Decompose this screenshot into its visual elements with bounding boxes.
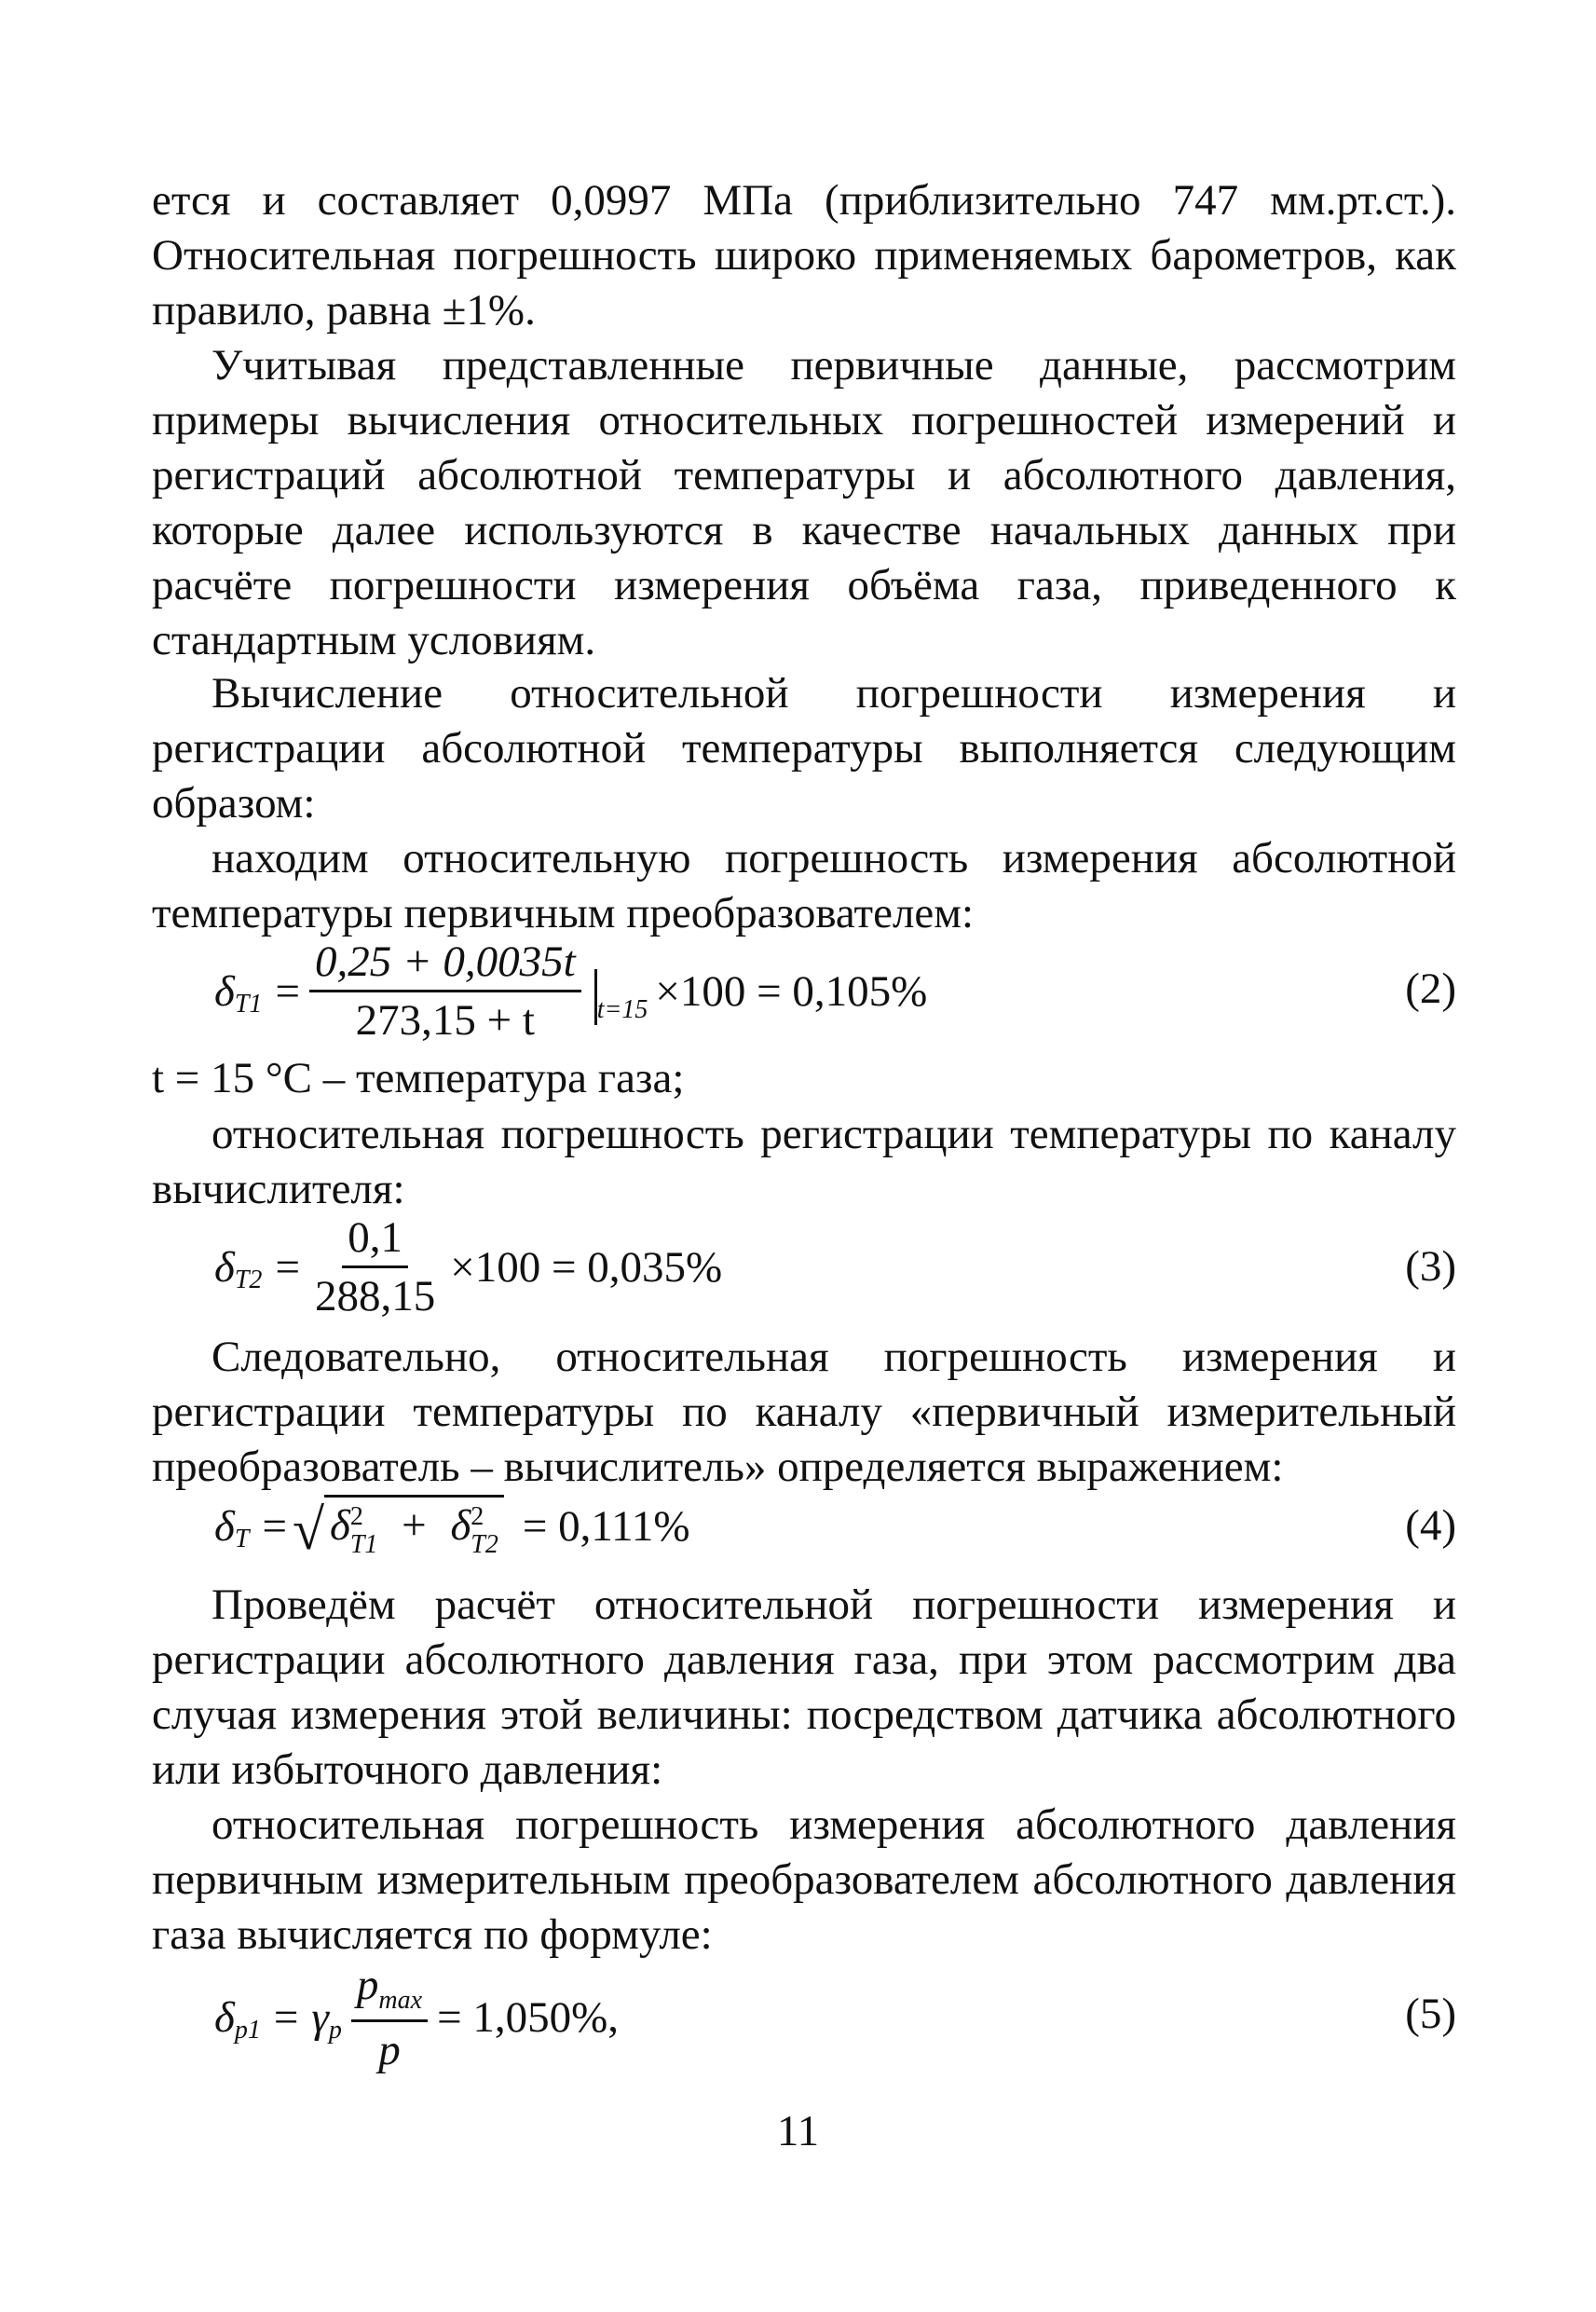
equation-3 xyxy=(0,1210,1596,1331)
subscript: p xyxy=(328,2016,342,2045)
delta-symbol: δ xyxy=(214,1242,235,1292)
paragraph-channel-expression: Следовательно, относительная погрешность измерения и регистрации температуры по каналу «первичный измерительный преобразователь – вычислитель» определяется выражением: xyxy=(152,1333,1456,1491)
paragraph-temperature-method: Вычисление относительной погрешности измерения и регистрации абсолютной температуры выполняется следующим образом: xyxy=(152,669,1456,828)
equation-5 xyxy=(0,1957,1596,2078)
subscript: p1 xyxy=(234,2016,261,2045)
subscript: T2 xyxy=(234,1265,263,1294)
paragraph-pressure-calculation: Проведём расчёт относительной погрешности измерения и регистрации абсолютного давления газа, при этом рассмотрим два случая измерения этой величины: посредством датчика абсолютного или избыточного давления: xyxy=(152,1580,1456,1794)
delta-symbol: δ xyxy=(214,1993,235,2042)
gamma-symbol: γ xyxy=(311,1993,329,2042)
equals-sign: = xyxy=(262,1502,287,1551)
equation-number: (4) xyxy=(1405,1501,1456,1550)
denominator: 288,15 xyxy=(314,1272,436,1320)
paragraph-barometer: ется и составляет 0,0997 МПа (приблизительно 747 мм.рт.ст.). Относительная погрешность широко применяемых барометров, как правило, равна ±1%. xyxy=(152,176,1456,335)
equation-result: ×100 = 0,105% xyxy=(655,966,928,1016)
equation-4 xyxy=(0,1495,1596,1569)
paragraph-computer-channel: относительная погрешность регистрации температуры по каналу вычислителя: xyxy=(152,1110,1456,1213)
denominator: p xyxy=(378,2026,401,2074)
paragraph-pressure-formula: относительная погрешность измерения абсолютного давления первичным измерительным преобразователем абсолютного давления газа вычисляется по формуле: xyxy=(152,1800,1456,1959)
denominator: 273,15 + t xyxy=(355,996,535,1045)
square-root xyxy=(292,1495,504,1562)
paragraph-gas-temperature: t = 15 °С – температура газа; xyxy=(152,1054,685,1102)
fraction xyxy=(309,937,581,1045)
equals-sign: = xyxy=(275,966,300,1016)
page-number: 11 xyxy=(776,2107,820,2155)
fraction xyxy=(309,1213,441,1320)
equation-number: (3) xyxy=(1405,1242,1456,1291)
radicand: $\delta^2_{T1} + \delta^2_{T2}$ xyxy=(324,1495,504,1558)
delta-symbol: δ xyxy=(214,966,235,1016)
equation-number: (5) xyxy=(1405,1990,1456,2038)
equals-sign: = xyxy=(275,1242,300,1292)
radical-sign: √ xyxy=(292,1498,324,1562)
evaluation-point: t=15 xyxy=(596,994,648,1024)
delta-symbol: δ xyxy=(214,1502,235,1551)
paragraph-primary-converter: находим относительную погрешность измерения абсолютной температуры первичным преобразователем: xyxy=(152,834,1456,937)
equation-result: = 0,111% xyxy=(522,1502,690,1551)
numerator: 0,25 + 0,0035t xyxy=(309,937,581,992)
subscript: T1 xyxy=(234,989,263,1019)
equals-sign: = xyxy=(273,1993,299,2042)
numerator: 0,1 xyxy=(342,1213,408,1268)
equation-result: = 1,050%, xyxy=(437,1993,619,2042)
numerator: $p_{max}$ xyxy=(351,1961,428,2022)
paragraph-intro: Учитывая представленные первичные данные, рассмотрим примеры вычисления относительных погрешностей измерений и регистраций абсолютной температуры и абсолютного давления, которые далее используются в качестве начальных данных при расчёте погрешности измерения объёма газа, приведенного к стандартным условиям. xyxy=(152,341,1456,664)
subscript: T xyxy=(234,1525,250,1553)
fraction xyxy=(351,1961,428,2074)
equation-2 xyxy=(0,932,1596,1053)
equation-number: (2) xyxy=(1405,964,1456,1013)
equation-result: ×100 = 0,035% xyxy=(450,1242,723,1292)
